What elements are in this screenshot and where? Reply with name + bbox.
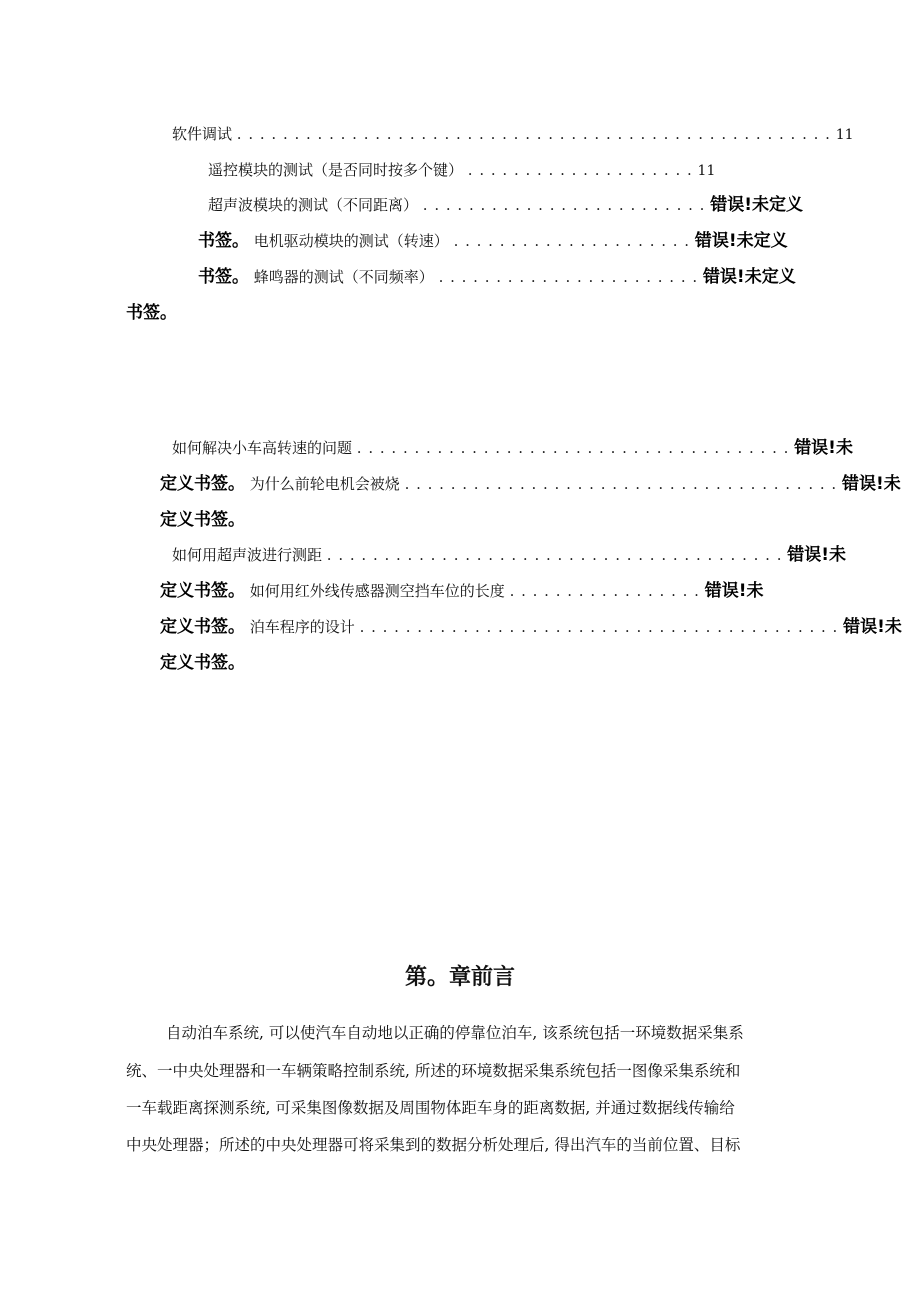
bookmark-error-text: 错误!未定义 xyxy=(702,267,796,287)
toc-label: 遥控模块的测试（是否同时按多个键） xyxy=(208,161,464,179)
toc-leader-dots: . . . . . . . . . . . . . . . . . . . . . . . . . . . . . . . . . . . . . . xyxy=(404,475,838,493)
toc-leader-dots: . . . . . . . . . . . . . . . . . . . . . . . . . . . . . . . . . . . . . . xyxy=(356,439,790,457)
toc-entry-parking-tail xyxy=(160,653,245,673)
bookmark-error-text: 错误!未 xyxy=(704,581,764,601)
toc-entry-front-motor[interactable] xyxy=(160,474,901,494)
toc-label: 软件调试 xyxy=(172,125,233,143)
toc-label: 如何用红外线传感器测空挡车位的长度 xyxy=(249,582,505,600)
paragraph-line-3: 一车载距离探测系统, 可采集图像数据及周围物体距车身的距离数据, 并通过数据线传输给 xyxy=(126,1099,735,1117)
toc-leader-dots: . . . . . . . . . . . . . . . . . . . . . . . . . . . . . . . . . . . . . . . . xyxy=(326,546,783,564)
toc-entry-motor-test[interactable] xyxy=(198,231,788,251)
toc-leader-dots: . . . . . . . . . . . . . . . . . . . . xyxy=(467,161,693,179)
bookmark-error-tail: 书签。 xyxy=(198,231,249,251)
chapter-title: 第。章前言 xyxy=(404,965,515,990)
bookmark-error-tail: 定义书签。 xyxy=(160,474,245,494)
paragraph-line-1: 自动泊车系统, 可以使汽车自动地以正确的停靠位泊车, 该系统包括一环境数据采集系 xyxy=(166,1024,744,1042)
toc-leader-dots: . . . . . . . . . . . . . . . . . . . . . . . xyxy=(438,268,699,286)
paragraph-line-4: 中央处理器；所述的中央处理器可将采集到的数据分析处理后, 得出汽车的当前位置、目标 xyxy=(126,1136,741,1154)
bookmark-error-tail: 定义书签。 xyxy=(160,617,245,637)
toc-leader-dots: . . . . . . . . . . . . . . . . . . . . . . . . . xyxy=(422,196,706,214)
bookmark-error-tail: 书签。 xyxy=(198,267,249,287)
toc-entry-parking-program[interactable] xyxy=(160,617,902,637)
bookmark-error-tail: 定义书签。 xyxy=(160,581,245,601)
paragraph-line-2: 统、一中央处理器和一车辆策略控制系统, 所述的环境数据采集系统包括一图像采集系统和 xyxy=(126,1062,741,1080)
toc-entry-buzzer-test[interactable] xyxy=(198,267,796,287)
toc-leader-dots: . . . . . . . . . . . . . . . . . . . . . . . . . . . . . . . . . . . . . . . . . . xyxy=(359,618,839,636)
toc-entry-buzzer-tail xyxy=(126,303,177,323)
toc-leader-dots: . . . . . . . . . . . . . . . . . . . . . . . . . . . . . . . . . . . . . . . . . . . . . . . . . . . . xyxy=(236,125,831,143)
toc-label: 为什么前轮电机会被烧 xyxy=(249,475,400,493)
bookmark-error-tail: 定义书签。 xyxy=(160,510,245,530)
bookmark-error-text: 错误!未 xyxy=(787,545,847,565)
toc-page-number: 11 xyxy=(835,127,854,143)
toc-label: 电机驱动模块的测试（转速） xyxy=(253,232,449,250)
toc-entry-front-motor-tail xyxy=(160,510,245,530)
toc-entry-high-speed[interactable] xyxy=(172,438,853,458)
toc-entry-ranging[interactable] xyxy=(172,545,846,565)
toc-entry-remote-test[interactable] xyxy=(208,160,715,181)
toc-entry-ultrasonic-test[interactable] xyxy=(208,195,803,215)
toc-label: 超声波模块的测试（不同距离） xyxy=(208,196,419,214)
toc-leader-dots: . . . . . . . . . . . . . . . . . . . . . xyxy=(453,232,691,250)
bookmark-error-text: 错误!未 xyxy=(843,617,902,637)
toc-entry-infrared[interactable] xyxy=(160,581,763,601)
bookmark-error-text: 错误!未 xyxy=(841,474,901,494)
toc-page-number: 11 xyxy=(697,163,716,179)
bookmark-error-tail: 书签。 xyxy=(126,303,177,323)
bookmark-error-text: 错误!未定义 xyxy=(710,195,803,215)
bookmark-error-text: 错误!未 xyxy=(794,438,853,458)
toc-leader-dots: . . . . . . . . . . . . . . . . . xyxy=(509,582,700,600)
toc-label: 蜂鸣器的测试（不同频率） xyxy=(253,268,434,286)
toc-label: 如何用超声波进行测距 xyxy=(172,546,323,564)
toc-entry-software-debug[interactable] xyxy=(172,124,854,145)
toc-label: 泊车程序的设计 xyxy=(249,618,355,636)
bookmark-error-tail: 定义书签。 xyxy=(160,653,245,673)
toc-label: 如何解决小车高转速的问题 xyxy=(172,439,353,457)
bookmark-error-text: 错误!未定义 xyxy=(694,231,788,251)
